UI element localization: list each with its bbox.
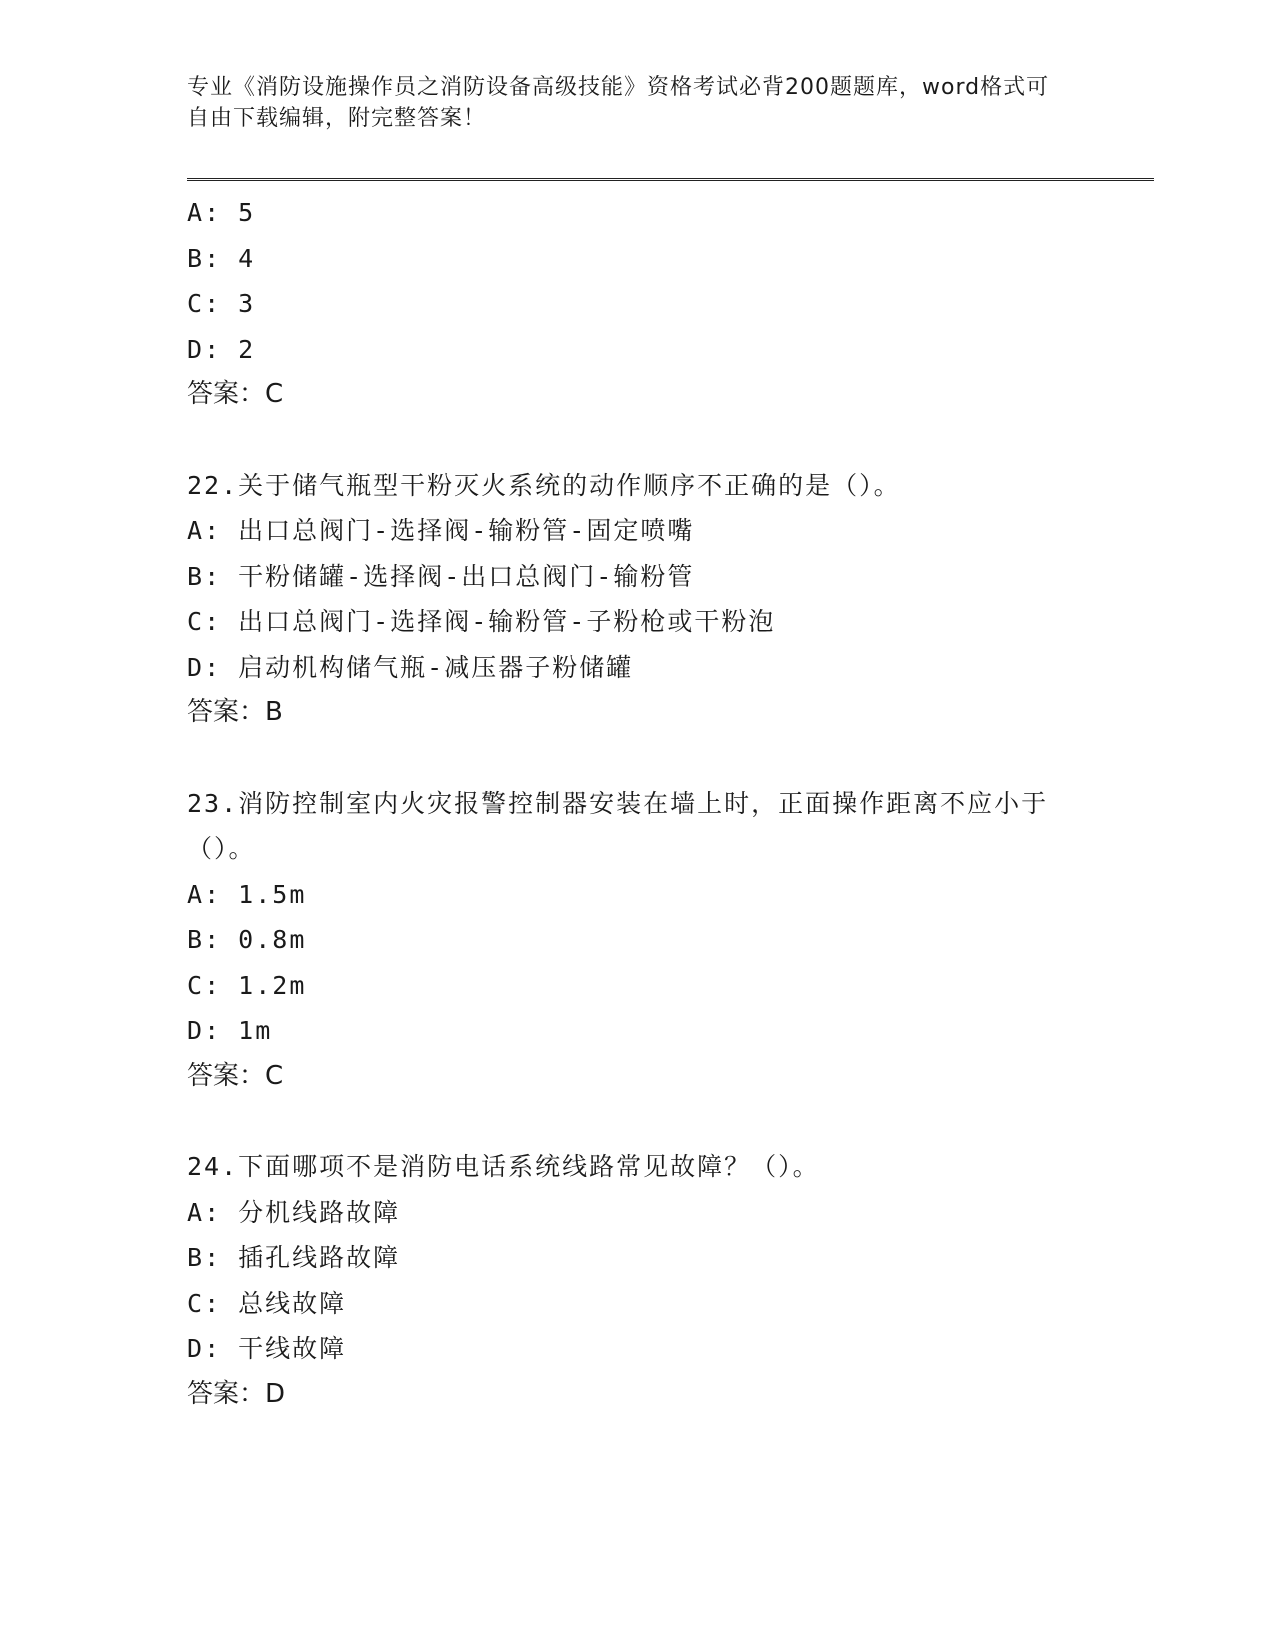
option-label: C	[187, 289, 205, 318]
option-label: B	[187, 243, 205, 273]
option-text: 1.2m	[238, 970, 307, 1000]
option-line	[187, 645, 1087, 691]
question-stem	[187, 1144, 1067, 1190]
option-line	[187, 190, 1087, 236]
spacer	[187, 736, 1087, 781]
option-label: A	[187, 879, 205, 909]
question-text: 关于储气瓶型干粉灭火系统的动作顺序不正确的是（）。	[238, 470, 901, 500]
answer-value: B	[265, 697, 283, 727]
option-text: 2	[238, 334, 256, 364]
answer-line	[187, 372, 1087, 418]
option-separator: :	[204, 334, 239, 364]
option-text: 1.5m	[238, 879, 307, 909]
option-line	[187, 599, 1087, 645]
option-line	[187, 554, 1087, 600]
option-separator: :	[204, 1197, 239, 1227]
option-separator: :	[204, 561, 239, 591]
option-text: 出口总阀门-选择阀-输粉管-固定喷嘴	[238, 516, 695, 545]
option-label: A	[187, 1197, 205, 1227]
answer-line	[187, 1372, 1087, 1418]
option-separator: :	[204, 970, 239, 1000]
answer-label: 答案：	[187, 1060, 266, 1091]
question-stem	[187, 463, 1067, 509]
option-text: 1m	[238, 1016, 273, 1045]
option-label: D	[187, 652, 205, 682]
question-block	[187, 463, 1087, 736]
option-line	[187, 1190, 1087, 1236]
option-label: B	[187, 1243, 205, 1272]
option-line	[187, 917, 1087, 963]
option-separator: :	[204, 607, 239, 636]
option-text: 3	[238, 289, 256, 318]
option-separator: :	[204, 1243, 239, 1272]
header-divider	[187, 178, 1154, 181]
question-number: 22.	[187, 470, 239, 500]
option-line	[187, 508, 1087, 554]
option-separator: :	[204, 516, 239, 545]
option-separator: :	[204, 879, 239, 909]
option-line	[187, 1281, 1087, 1327]
option-label: C	[187, 1288, 205, 1318]
option-text: 干粉储罐-选择阀-出口总阀门-输粉管	[238, 561, 695, 591]
option-line	[187, 1008, 1087, 1054]
answer-label: 答案：	[187, 379, 266, 409]
option-label: D	[187, 1016, 205, 1045]
option-label: A	[187, 516, 205, 545]
option-label: A	[187, 198, 205, 227]
option-text: 5	[238, 198, 256, 227]
option-text: 0.8m	[238, 925, 307, 954]
option-label: D	[187, 334, 205, 364]
option-line	[187, 281, 1087, 327]
option-line	[187, 872, 1087, 918]
option-separator: :	[204, 198, 239, 227]
option-separator: :	[204, 652, 239, 682]
option-line	[187, 1235, 1087, 1281]
question-stem	[187, 781, 1067, 872]
answer-label: 答案：	[187, 1378, 266, 1409]
answer-line	[187, 1054, 1087, 1100]
option-line	[187, 963, 1087, 1009]
answer-value: C	[265, 1060, 284, 1091]
option-text: 分机线路故障	[238, 1197, 401, 1227]
option-text: 出口总阀门-选择阀-输粉管-子粉枪或干粉泡	[238, 607, 776, 636]
prev-question-block	[187, 190, 1087, 418]
document-header: 专业《消防设施操作员之消防设备高级技能》资格考试必背200题题库，word格式可自由下载编辑，附完整答案！	[187, 75, 1050, 131]
option-separator: :	[204, 925, 239, 954]
option-text: 干线故障	[238, 1334, 347, 1363]
option-line	[187, 327, 1087, 373]
option-label: C	[187, 970, 205, 1000]
option-label: C	[187, 607, 205, 636]
option-separator: :	[204, 1334, 239, 1363]
option-separator: :	[204, 1016, 239, 1045]
question-number: 24.	[187, 1152, 239, 1181]
question-content	[187, 190, 1087, 1417]
question-block	[187, 1144, 1087, 1417]
spacer	[187, 1099, 1087, 1144]
option-label: D	[187, 1334, 205, 1363]
answer-value: D	[265, 1378, 286, 1409]
option-text: 总线故障	[238, 1288, 347, 1318]
option-separator: :	[204, 289, 239, 318]
option-text: 4	[238, 243, 256, 273]
option-separator: :	[204, 243, 239, 273]
option-text: 插孔线路故障	[238, 1243, 401, 1272]
spacer	[187, 418, 1087, 463]
option-line	[187, 1326, 1087, 1372]
question-block	[187, 781, 1087, 1100]
answer-label: 答案：	[187, 697, 266, 727]
question-text: 消防控制室内火灾报警控制器安装在墙上时，正面操作距离不应小于（）。	[187, 788, 1049, 863]
answer-line	[187, 690, 1087, 736]
answer-value: C	[265, 379, 284, 409]
question-number: 23.	[187, 788, 239, 818]
option-label: B	[187, 925, 205, 954]
option-separator: :	[204, 1288, 239, 1318]
option-label: B	[187, 561, 205, 591]
option-line	[187, 236, 1087, 282]
question-text: 下面哪项不是消防电话系统线路常见故障？（）。	[238, 1152, 820, 1181]
option-text: 启动机构储气瓶-减压器子粉储罐	[238, 652, 634, 682]
